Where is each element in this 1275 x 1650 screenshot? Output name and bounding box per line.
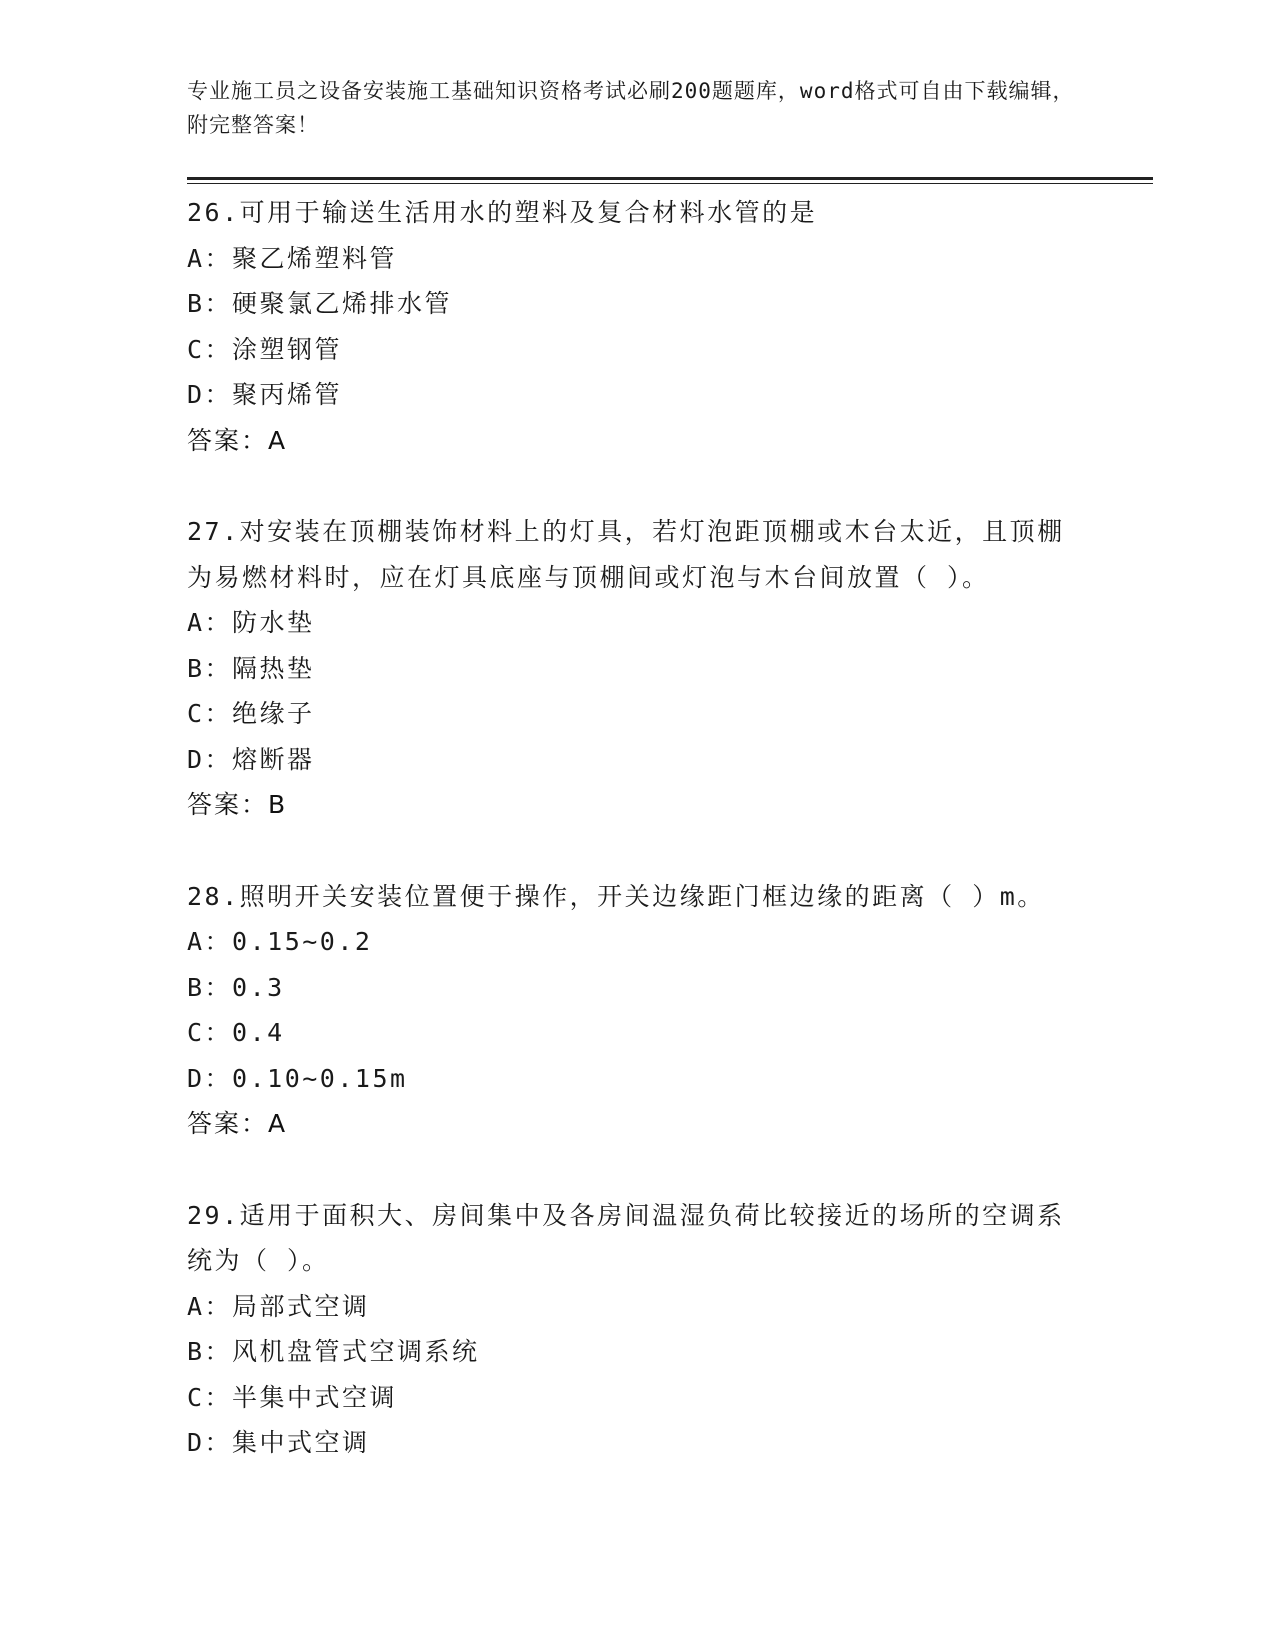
option-c: C：涂塑钢管	[187, 334, 343, 364]
question-29	[187, 1193, 1087, 1466]
option-c: C：半集中式空调	[187, 1382, 398, 1412]
question-list	[187, 190, 1087, 1512]
option-c: C：绝缘子	[187, 699, 315, 728]
option-b: B：风机盘管式空调系统	[187, 1337, 480, 1366]
option-b: B：0.3	[187, 972, 285, 1002]
question-answer: 答案：B	[187, 790, 288, 819]
question-stem: 26.可用于输送生活用水的塑料及复合材料水管的是	[187, 198, 818, 227]
question-28	[187, 874, 1087, 1147]
question-27	[187, 509, 1087, 828]
option-a: A：0.15~0.2	[187, 927, 373, 956]
option-d: D：聚丙烯管	[187, 380, 343, 409]
question-stem: 29.适用于面积大、房间集中及各房间温湿负荷比较接近的场所的空调系统为（ ）。	[187, 1200, 1065, 1275]
header-divider-thick	[187, 177, 1153, 180]
option-a: A：局部式空调	[187, 1291, 370, 1321]
question-answer: 答案：A	[187, 1109, 288, 1138]
document-header: 专业施工员之设备安装施工基础知识资格考试必刷200题题库，word格式可自由下载编辑，附完整答案！	[187, 79, 1075, 137]
option-a: A：聚乙烯塑料管	[187, 243, 398, 273]
option-a: A：防水垫	[187, 608, 315, 637]
question-stem: 28.照明开关安装位置便于操作，开关边缘距门框边缘的距离（ ）m。	[187, 881, 1045, 911]
question-stem: 27.对安装在顶棚装饰材料上的灯具，若灯泡距顶棚或木台太近，且顶棚为易燃材料时，应在灯具底座与顶棚间或灯泡与木台间放置（ ）。	[187, 517, 1065, 592]
option-b: B：硬聚氯乙烯排水管	[187, 289, 453, 318]
question-answer: 答案：A	[187, 425, 288, 455]
question-26	[187, 190, 1087, 463]
header-divider-thin	[187, 183, 1153, 184]
option-d: D：集中式空调	[187, 1428, 370, 1457]
option-b: B：隔热垫	[187, 653, 315, 683]
option-d: D：熔断器	[187, 744, 315, 774]
option-d: D：0.10~0.15m	[187, 1063, 408, 1093]
option-c: C：0.4	[187, 1018, 285, 1047]
